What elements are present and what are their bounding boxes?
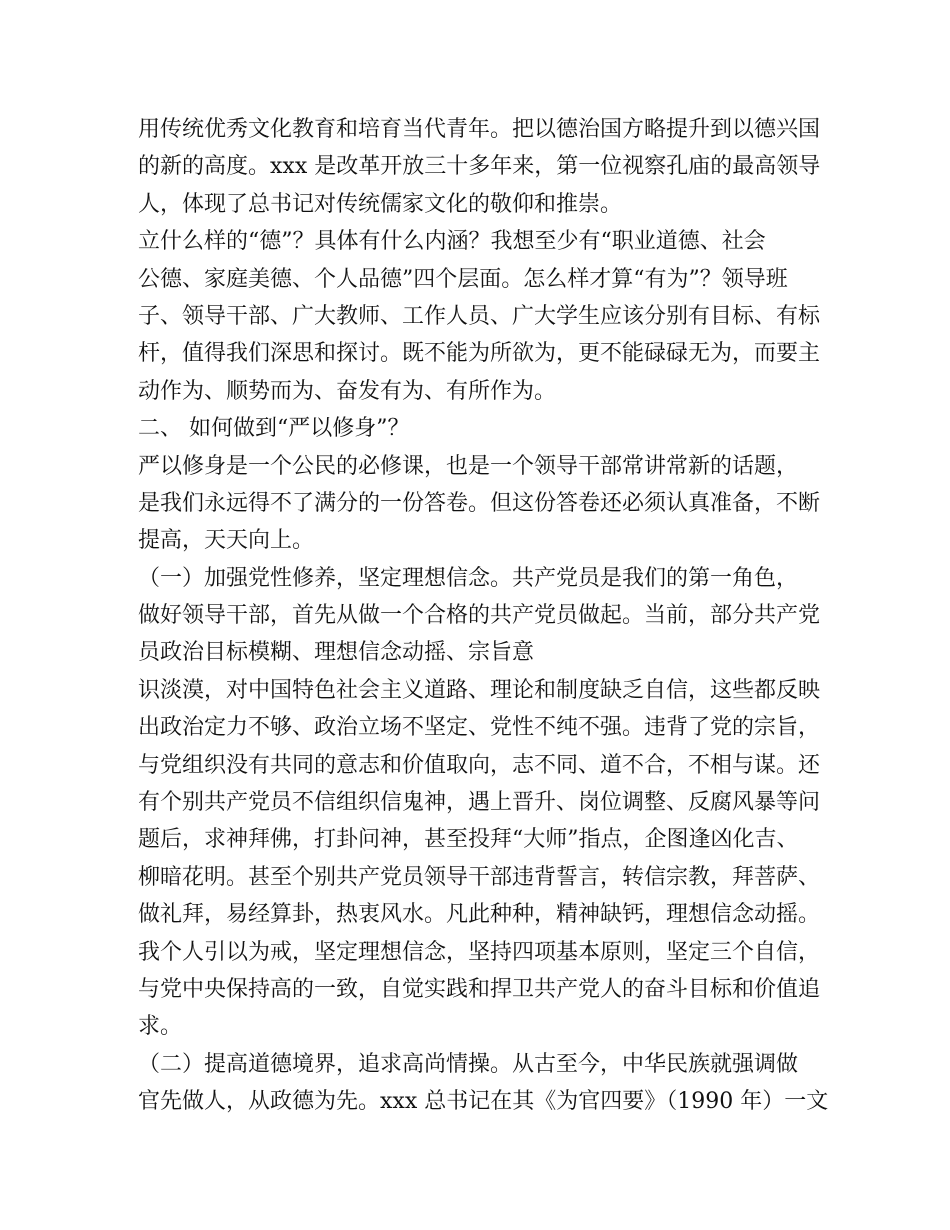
text-line: 用传统优秀文化教育和培育当代青年。把以德治国方略提升到以德兴国 bbox=[138, 117, 821, 142]
text-line: 与党组织没有共同的意志和价值取向，志不同、道不合，不相与谋。还 bbox=[138, 752, 821, 778]
text-line: 官先做人，从政德为先。xxx 总书记在其《为官四要》（1990 年）一文 bbox=[138, 1089, 829, 1115]
text-line: 做礼拜，易经算卦，热衷风水。凡此种种，精神缺钙，理想信念动摇。 bbox=[138, 902, 821, 928]
text-line: 员政治目标模糊、理想信念动摇、宗旨意 bbox=[138, 640, 535, 666]
text-line: 求。 bbox=[138, 1014, 183, 1040]
text-line: 立什么样的“德”？具体有什么内涵？我想至少有“职业道德、社会 bbox=[138, 229, 766, 255]
text-line: 子、领导干部、广大教师、工作人员、广大学生应该分别有目标、有标 bbox=[138, 303, 821, 329]
text-line: 提高，天天向上。 bbox=[138, 528, 315, 554]
text-line: 动作为、顺势而为、奋发有为、有所作为。 bbox=[138, 378, 557, 404]
text-line: 题后，求神拜佛，打卦问神，甚至投拜“大师”指点，企图逢凶化吉、 bbox=[138, 827, 799, 853]
text-line: 做好领导干部，首先从做一个合格的共产党员做起。当前，部分共产党 bbox=[138, 603, 821, 629]
text-line: 二、 如何做到“严以修身”？ bbox=[138, 416, 410, 442]
document-body bbox=[138, 111, 829, 1121]
text-line: 严以修身是一个公民的必修课，也是一个领导干部常讲常新的话题， bbox=[138, 453, 799, 479]
text-line: 我个人引以为戒，坚定理想信念，坚持四项基本原则，坚定三个自信， bbox=[138, 939, 821, 965]
text-line: 公德、家庭美德、个人品德”四个层面。怎么样才算“有为”？领导班 bbox=[138, 266, 788, 292]
text-line: 出政治定力不够、政治立场不坚定、党性不纯不强。违背了党的宗旨， bbox=[138, 715, 821, 741]
text-line: 人，体现了总书记对传统儒家文化的敬仰和推崇。 bbox=[138, 191, 623, 217]
text-line: 有个别共产党员不信组织信鬼神，遇上晋升、岗位调整、反腐风暴等问 bbox=[138, 790, 821, 816]
text-line: （二）提高道德境界，追求高尚情操。从古至今，中华民族就强调做 bbox=[138, 1051, 799, 1077]
text-line: 是我们永远得不了满分的一份答卷。但这份答卷还必须认真准备，不断 bbox=[138, 490, 821, 516]
text-line: 与党中央保持高的一致，自觉实践和捍卫共产党人的奋斗目标和价值追 bbox=[138, 976, 821, 1002]
text-line: 识淡漠，对中国特色社会主义道路、理论和制度缺乏自信，这些都反映 bbox=[138, 677, 821, 703]
text-line: （一）加强党性修养，坚定理想信念。共产党员是我们的第一角色， bbox=[138, 565, 799, 591]
text-line: 柳暗花明。甚至个别共产党员领导干部违背誓言，转信宗教，拜菩萨、 bbox=[138, 864, 821, 890]
text-line: 的新的高度。xxx 是改革开放三十多年来，第一位视察孔庙的最高领导 bbox=[138, 154, 821, 180]
text-line: 杆，值得我们深思和探讨。既不能为所欲为，更不能碌碌无为，而要主 bbox=[138, 341, 821, 367]
